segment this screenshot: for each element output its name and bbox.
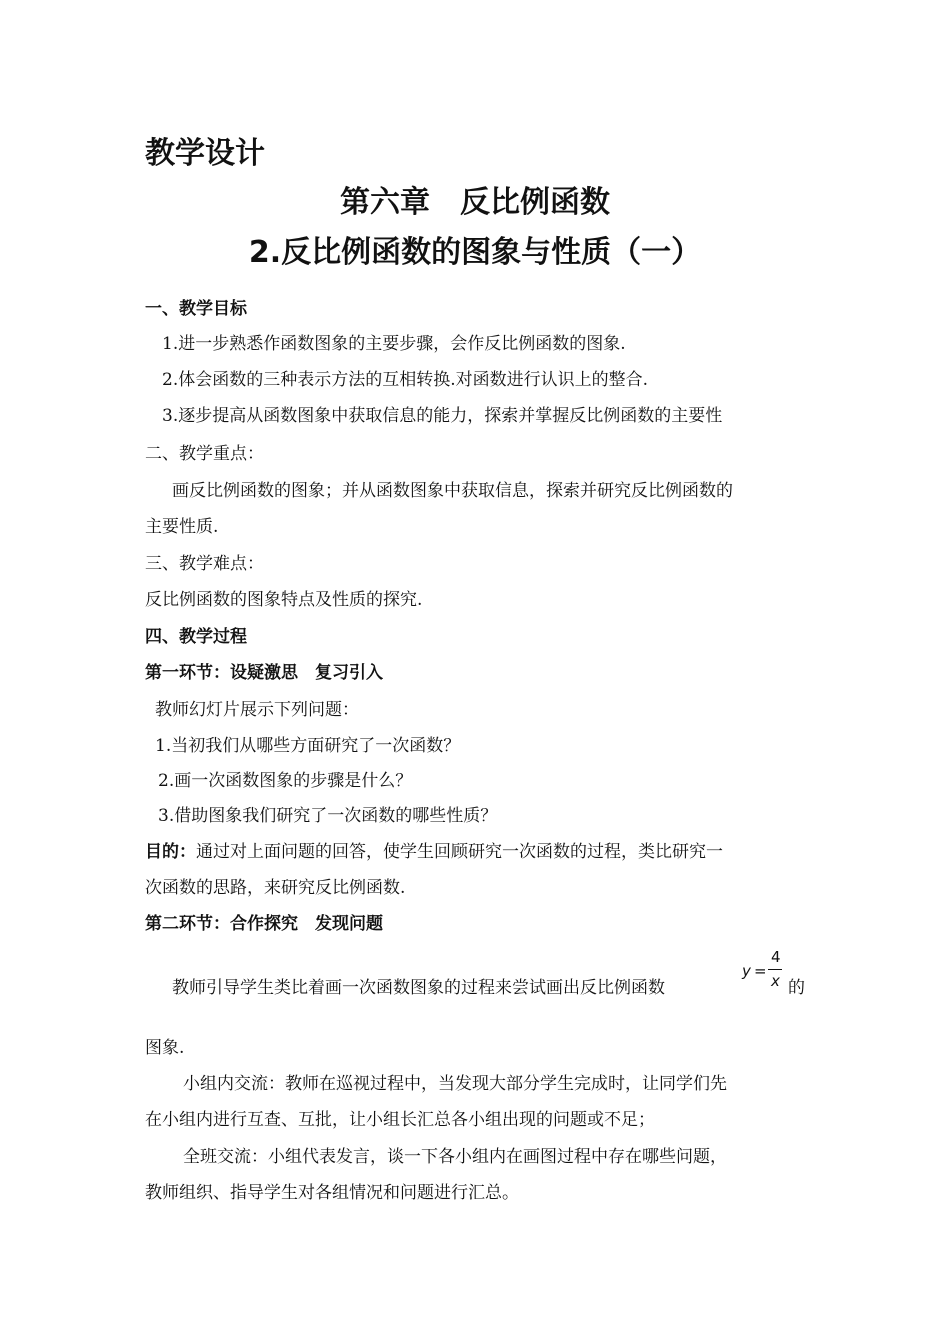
purpose-line-2: 次函数的思路，来研究反比例函数. <box>145 878 406 898</box>
step-2-heading: 第二环节：合作探究 发现问题 <box>145 914 383 934</box>
class-exchange-line-1: 全班交流：小组代表发言，谈一下各小组内在画图过程中存在哪些问题， <box>183 1147 727 1167</box>
step-1-question-2: 2.画一次函数图象的步骤是什么？ <box>158 771 413 791</box>
formula-lhs: y <box>742 962 751 980</box>
fraction-bar <box>768 969 782 970</box>
step-2-line-2: 图象. <box>145 1038 185 1058</box>
step-1-question-3: 3.借助图象我们研究了一次函数的哪些性质？ <box>158 806 498 826</box>
section-heading-objectives: 一、教学目标 <box>145 299 247 319</box>
formula-denominator: x <box>771 972 780 990</box>
purpose-label: 目的： <box>145 842 196 862</box>
formula-y-equals-4-over-x <box>738 948 786 998</box>
formula-numerator: 4 <box>771 948 781 966</box>
chapter-title: 第六章 反比例函数 <box>340 185 610 220</box>
lesson-title: 2.反比例函数的图象与性质（一） <box>248 235 702 270</box>
group-exchange-line-1: 小组内交流：教师在巡视过程中，当发现大部分学生完成时，让同学们先 <box>183 1074 727 1094</box>
step-1-intro: 教师幻灯片展示下列问题： <box>155 700 359 720</box>
purpose-paragraph <box>145 840 723 864</box>
group-exchange-line-2: 在小组内进行互查、互批，让小组长汇总各小组出现的问题或不足； <box>145 1110 655 1130</box>
section-heading-key-points: 二、教学重点： <box>145 444 264 464</box>
step-2-line-1: 教师引导学生类比着画一次函数图象的过程来尝试画出反比例函数 <box>172 978 665 998</box>
step-2-line-1-tail: 的 <box>788 978 805 998</box>
formula-equals: = <box>754 962 767 980</box>
doc-title: 教学设计 <box>145 136 265 171</box>
objective-3: 3.逐步提高从函数图象中获取信息的能力，探索并掌握反比例函数的主要性 <box>162 406 723 426</box>
difficulties-line-1: 反比例函数的图象特点及性质的探究. <box>145 590 423 610</box>
step-1-heading: 第一环节：设疑激思 复习引入 <box>145 663 383 683</box>
key-points-line-1: 画反比例函数的图象；并从函数图象中获取信息，探索并研究反比例函数的 <box>172 481 733 501</box>
objective-2: 2.体会函数的三种表示方法的互相转换.对函数进行认识上的整合. <box>162 370 649 390</box>
key-points-line-2: 主要性质. <box>145 517 219 537</box>
class-exchange-line-2: 教师组织、指导学生对各组情况和问题进行汇总。 <box>145 1183 519 1203</box>
step-1-question-1: 1.当初我们从哪些方面研究了一次函数？ <box>155 736 461 756</box>
section-heading-process: 四、教学过程 <box>145 627 247 647</box>
section-heading-difficulties: 三、教学难点： <box>145 554 264 574</box>
purpose-line-1: 通过对上面问题的回答，使学生回顾研究一次函数的过程，类比研究一 <box>196 842 723 862</box>
objective-1: 1.进一步熟悉作函数图象的主要步骤，会作反比例函数的图象. <box>162 334 626 354</box>
